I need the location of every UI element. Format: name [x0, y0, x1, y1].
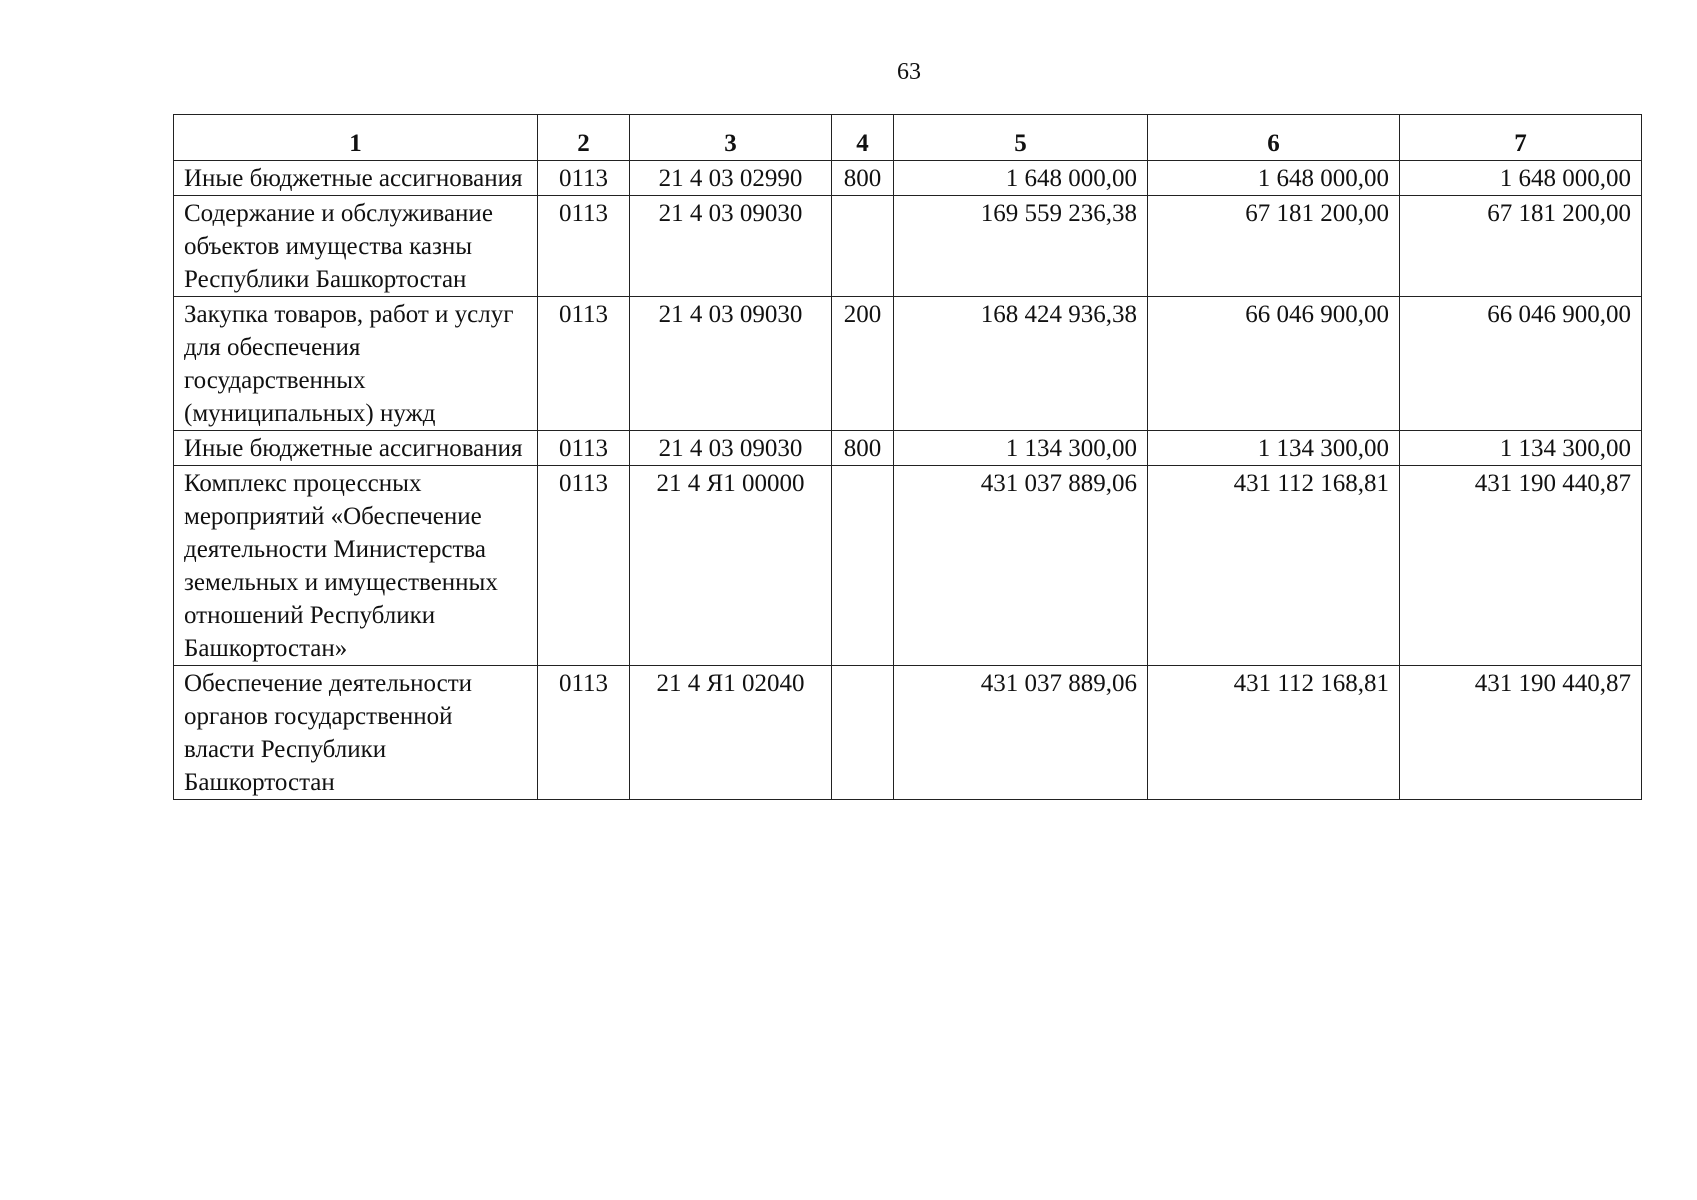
row-name: Иные бюджетные ассигнования — [174, 161, 538, 196]
row-name: Обеспечение деятельности органов государственной власти Республики Башкортостан — [174, 666, 538, 800]
budget-table — [173, 114, 1642, 800]
row-name: Комплекс процессных мероприятий «Обеспечение деятельности Министерства земельных и имущественных отношений Республики Башкортостан» — [174, 466, 538, 666]
column-header: 3 — [630, 115, 832, 161]
row-expense-type: 200 — [832, 297, 894, 431]
row-expense-type — [832, 666, 894, 800]
row-name: Иные бюджетные ассигнования — [174, 431, 538, 466]
row-section: 0113 — [538, 666, 630, 800]
row-amount-1: 431 037 889,06 — [894, 466, 1148, 666]
row-amount-3: 431 190 440,87 — [1400, 466, 1642, 666]
row-section: 0113 — [538, 297, 630, 431]
row-expense-type: 800 — [832, 161, 894, 196]
column-header: 4 — [832, 115, 894, 161]
table-row — [174, 297, 1642, 431]
column-header: 2 — [538, 115, 630, 161]
row-name: Закупка товаров, работ и услуг для обеспечения государственных (муниципальных) нужд — [174, 297, 538, 431]
row-amount-1: 1 648 000,00 — [894, 161, 1148, 196]
row-target-code: 21 4 Я1 00000 — [630, 466, 832, 666]
row-amount-3: 431 190 440,87 — [1400, 666, 1642, 800]
row-expense-type — [832, 196, 894, 297]
row-target-code: 21 4 03 09030 — [630, 196, 832, 297]
row-target-code: 21 4 03 02990 — [630, 161, 832, 196]
row-amount-1: 168 424 936,38 — [894, 297, 1148, 431]
row-amount-2: 67 181 200,00 — [1148, 196, 1400, 297]
page-number: 63 — [897, 59, 921, 85]
row-amount-2: 431 112 168,81 — [1148, 666, 1400, 800]
row-amount-2: 1 134 300,00 — [1148, 431, 1400, 466]
row-amount-2: 1 648 000,00 — [1148, 161, 1400, 196]
table-row — [174, 666, 1642, 800]
table-row — [174, 466, 1642, 666]
row-expense-type — [832, 466, 894, 666]
row-name: Содержание и обслуживание объектов имущества казны Республики Башкортостан — [174, 196, 538, 297]
header-row — [174, 115, 1642, 161]
row-amount-3: 1 134 300,00 — [1400, 431, 1642, 466]
row-section: 0113 — [538, 196, 630, 297]
row-amount-1: 1 134 300,00 — [894, 431, 1148, 466]
table-row — [174, 196, 1642, 297]
row-target-code: 21 4 03 09030 — [630, 431, 832, 466]
column-header: 1 — [174, 115, 538, 161]
row-expense-type: 800 — [832, 431, 894, 466]
table-row — [174, 431, 1642, 466]
row-target-code: 21 4 03 09030 — [630, 297, 832, 431]
row-amount-2: 66 046 900,00 — [1148, 297, 1400, 431]
column-header: 5 — [894, 115, 1148, 161]
column-header: 7 — [1400, 115, 1642, 161]
column-header: 6 — [1148, 115, 1400, 161]
row-section: 0113 — [538, 431, 630, 466]
table-row — [174, 161, 1642, 196]
row-target-code: 21 4 Я1 02040 — [630, 666, 832, 800]
row-amount-3: 1 648 000,00 — [1400, 161, 1642, 196]
row-section: 0113 — [538, 161, 630, 196]
row-amount-3: 66 046 900,00 — [1400, 297, 1642, 431]
row-amount-2: 431 112 168,81 — [1148, 466, 1400, 666]
row-section: 0113 — [538, 466, 630, 666]
row-amount-3: 67 181 200,00 — [1400, 196, 1642, 297]
row-amount-1: 169 559 236,38 — [894, 196, 1148, 297]
row-amount-1: 431 037 889,06 — [894, 666, 1148, 800]
